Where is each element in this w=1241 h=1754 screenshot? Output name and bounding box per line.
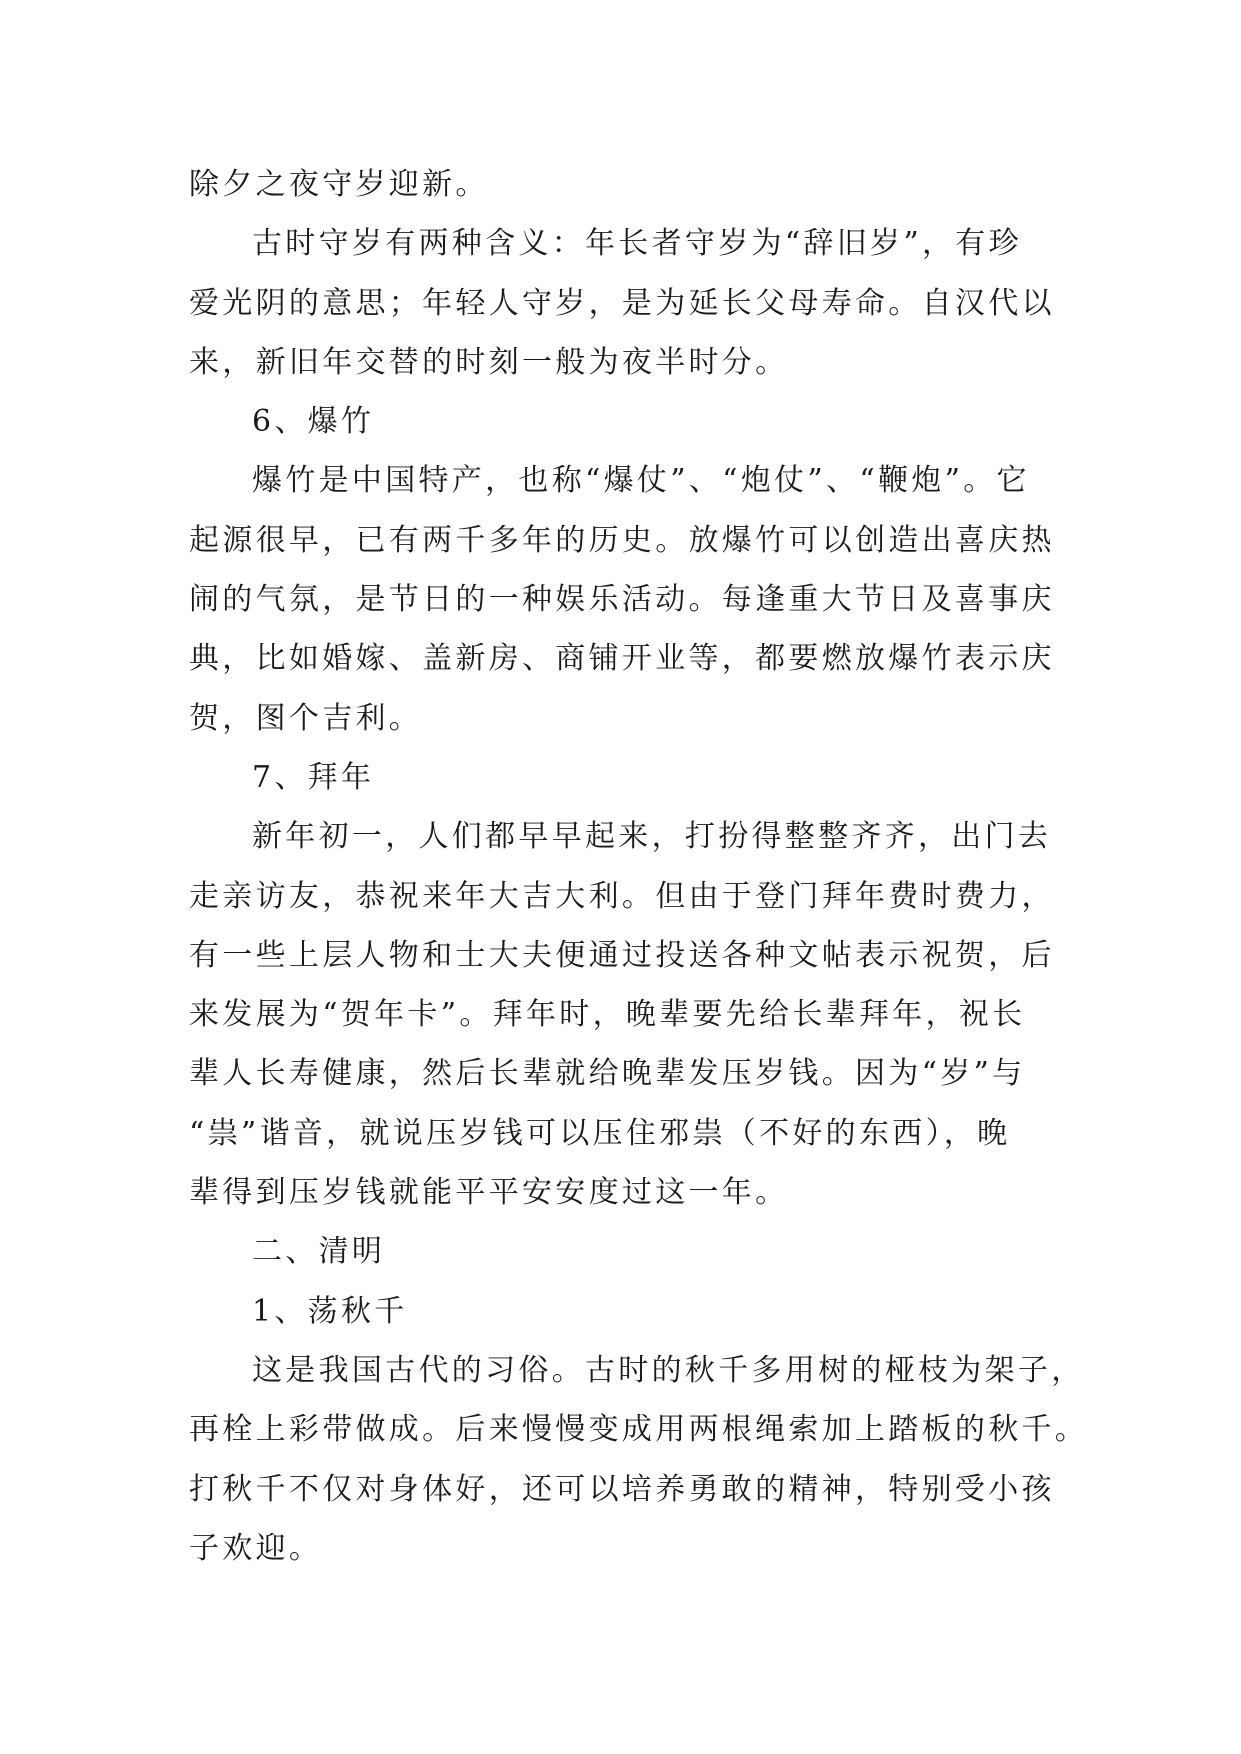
paragraph-line: “祟”谐音，就说压岁钱可以压住邪祟（不好的东西），晚: [189, 1115, 1011, 1151]
paragraph-line: 爱光阴的意思；年轻人守岁，是为延长父母寿命。自汉代以: [189, 285, 1055, 321]
paragraph-line: 这是我国古代的习俗。古时的秋千多用树的桠枝为架子，: [252, 1352, 1085, 1388]
paragraph-line: 走亲访友，恭祝来年大吉大利。但由于登门拜年费时费力，: [189, 878, 1055, 914]
paragraph-line: 闹的气氛，是节日的一种娱乐活动。每逢重大节日及喜事庆: [189, 582, 1055, 618]
paragraph-line: 辈得到压岁钱就能平平安安度过这一年。: [189, 1175, 789, 1211]
paragraph-line: 爆竹是中国特产，也称“爆仗”、“炮仗”、“鞭炮”。它: [252, 463, 1030, 499]
paragraph-line: 辈人长寿健康，然后长辈就给晚辈发压岁钱。因为“岁”与: [189, 1056, 1026, 1092]
document-body: [189, 155, 1089, 1578]
paragraph-line: 起源很早，已有两千多年的历史。放爆竹可以创造出喜庆热: [189, 522, 1055, 558]
paragraph-line: 除夕之夜守岁迎新。: [189, 167, 489, 202]
section-heading: 7、拜年: [252, 759, 375, 795]
paragraph-line: 打秋千不仅对身体好，还可以培养勇敢的精神，特别受小孩: [189, 1471, 1055, 1507]
paragraph-line: 再栓上彩带做成。后来慢慢变成用两根绳索加上踏板的秋千。: [189, 1412, 1089, 1448]
chapter-heading: 二、清明: [252, 1234, 386, 1270]
paragraph-line: 有一些上层人物和士大夫便通过投送各种文帖表示祝贺，后: [189, 937, 1055, 973]
paragraph-line: 典，比如婚嫁、盖新房、商铺开业等，都要燃放爆竹表示庆: [189, 641, 1055, 677]
paragraph-line: 古时守岁有两种含义：年长者守岁为“辞旧岁”，有珍: [252, 226, 1022, 262]
paragraph-line: 子欢迎。: [189, 1530, 323, 1566]
paragraph-line: 来，新旧年交替的时刻一般为夜半时分。: [189, 344, 789, 380]
paragraph-line: 新年初一，人们都早早起来，打扮得整整齐齐，出门去: [252, 819, 1052, 855]
paragraph-line: 贺，图个吉利。: [189, 700, 423, 736]
paragraph-line: 来发展为“贺年卡”。拜年时，晚辈要先给长辈拜年，祝长: [189, 997, 1026, 1033]
section-heading: 6、爆竹: [252, 404, 375, 440]
section-heading: 1、荡秋千: [252, 1293, 408, 1329]
